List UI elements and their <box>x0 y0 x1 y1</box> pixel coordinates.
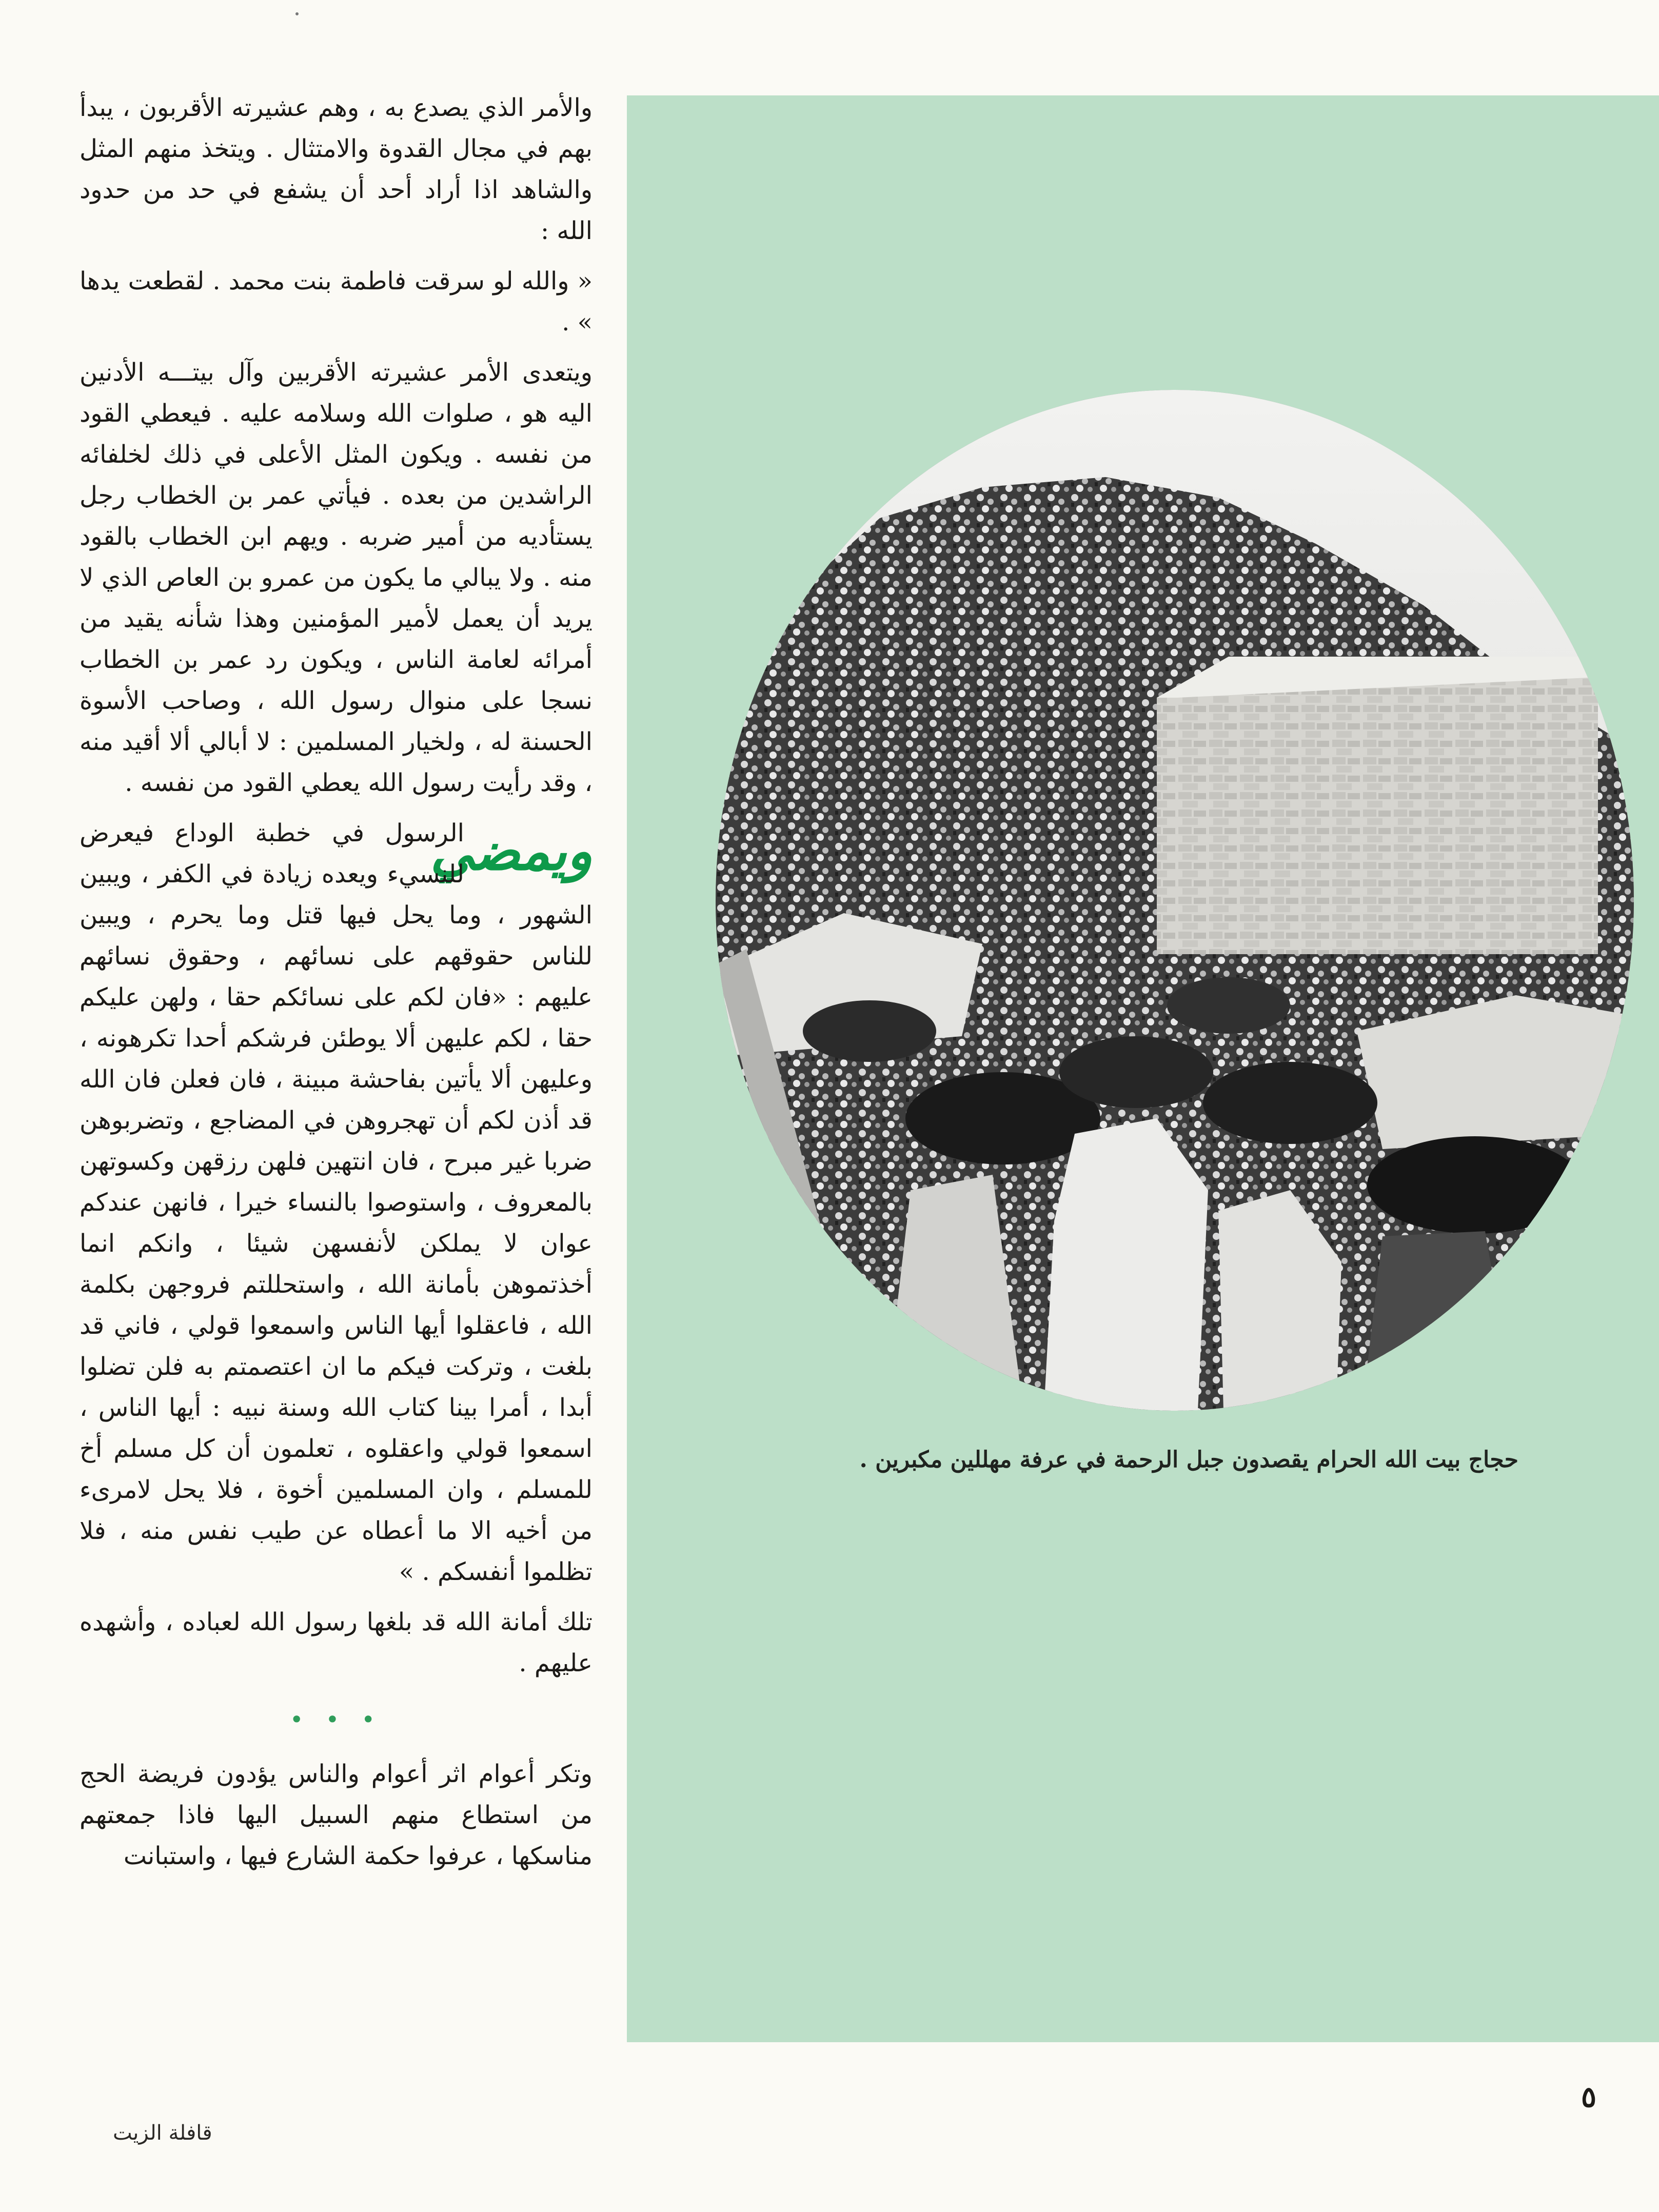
photo-caption: حجاج بيت الله الحرام يقصدون جبل الرحمة في عرفة مهللين مكبرين . <box>859 1447 1518 1473</box>
article-paragraph: ويتعدى الأمر عشيرته الأقربين وآل بيتـــه الأدنين اليه هو ، صلوات الله وسلامه عليه . فيعطي القود من نفسه . ويكون المثل الأعلى في ذلك لخلفائه الراشدين من بعده . فيأتي عمر بن الخطاب رجل يستأديه من أمير ضربه . ويهم ابن الخطاب بالقود منه . ولا يبالي ما يكون من عمرو بن العاص الذي لا يريد أن يعمل لأمير المؤمنين وهذا شأنه يقيد من أمرائه لعامة الناس ، ويكون رد عمر بن الخطاب نسجا على منوال رسول الله ، وصاحب الأسوة الحسنة له ، ولخيار المسلمين : لا أبالي ألا أقيد منه ، وقد رأيت رسول الله يعطي القود من نفسه . <box>80 358 593 797</box>
lead-word: ويمضي <box>430 819 592 882</box>
article-column <box>80 87 592 1877</box>
article-paragraph: تلك أمانة الله قد بلغها رسول الله لعباده ، وأشهده عليهم . <box>80 1608 593 1677</box>
article-paragraph: وتكر أعوام اثر أعوام والناس يؤدون فريضة الحج من استطاع منهم السبيل اليها فاذا جمعتهم مناسكها ، عرفوا حكمة الشارع فيها ، واستبانت <box>80 1760 592 1870</box>
lead-paragraph-block <box>80 813 592 1592</box>
magazine-name: قافلة الزيت <box>113 2121 212 2145</box>
pilgrims-photo-illustration <box>716 390 1634 1411</box>
page-number: ٥ <box>1581 2080 1597 2114</box>
section-separator: • • • <box>289 1706 383 1733</box>
article-quote: « والله لو سرقت فاطمة بنت محمد . لقطعت يدها » . <box>80 267 592 337</box>
print-mark <box>295 12 299 15</box>
pilgrims-photo <box>716 390 1634 1411</box>
article-paragraph: الرسول في خطبة الوداع فيعرض للنسيء ويعده زيادة في الكفر ، ويبين الشهور ، وما يحل فيها قتل وما يحرم ، ويبين للناس حقوقهم على نسائهم ، وحقوق نسائهم عليهم : «فان لكم على نسائكم حقا ، ولهن عليكم حقا ، لكم عليهن ألا يوطئن فرشكم أحدا تكرهونه ، وعليهن ألا يأتين بفاحشة مبينة ، فان فعلن فان الله قد أذن لكم أن تهجروهن في المضاجع ، وتضربوهن ضربا غير مبرح ، فان انتهين فلهن رزقهن وكسوتهن بالمعروف ، واستوصوا بالنساء خيرا ، فانهن عندكم عوان لا يملكن لأنفسهن شيئا ، وانكم انما أخذتموهن بأمانة الله ، واستحللتم فروجهن بكلمة الله ، فاعقلوا أيها الناس واسمعوا قولي ، فاني قد بلغت ، وتركت فيكم ما ان اعتصمتم به فلن تضلوا أبدا ، أمرا بينا كتاب الله وسنة نبيه : أيها الناس ، اسمعوا قولي واعقلوه ، تعلمون أن كل مسلم أخ للمسلم ، وان المسلمين أخوة ، فلا يحل لامرىء من أخيه الا ما أعطاه عن طيب نفس منه ، فلا تظلموا أنفسكم . » <box>80 819 593 1586</box>
article-paragraph: والأمر الذي يصدع به ، وهم عشيرته الأقربون ، يبدأ بهم في مجال القدوة والامتثال . ويتخذ منهم المثل والشاهد اذا أراد أحد أن يشفع في حد من حدود الله : <box>80 93 592 245</box>
